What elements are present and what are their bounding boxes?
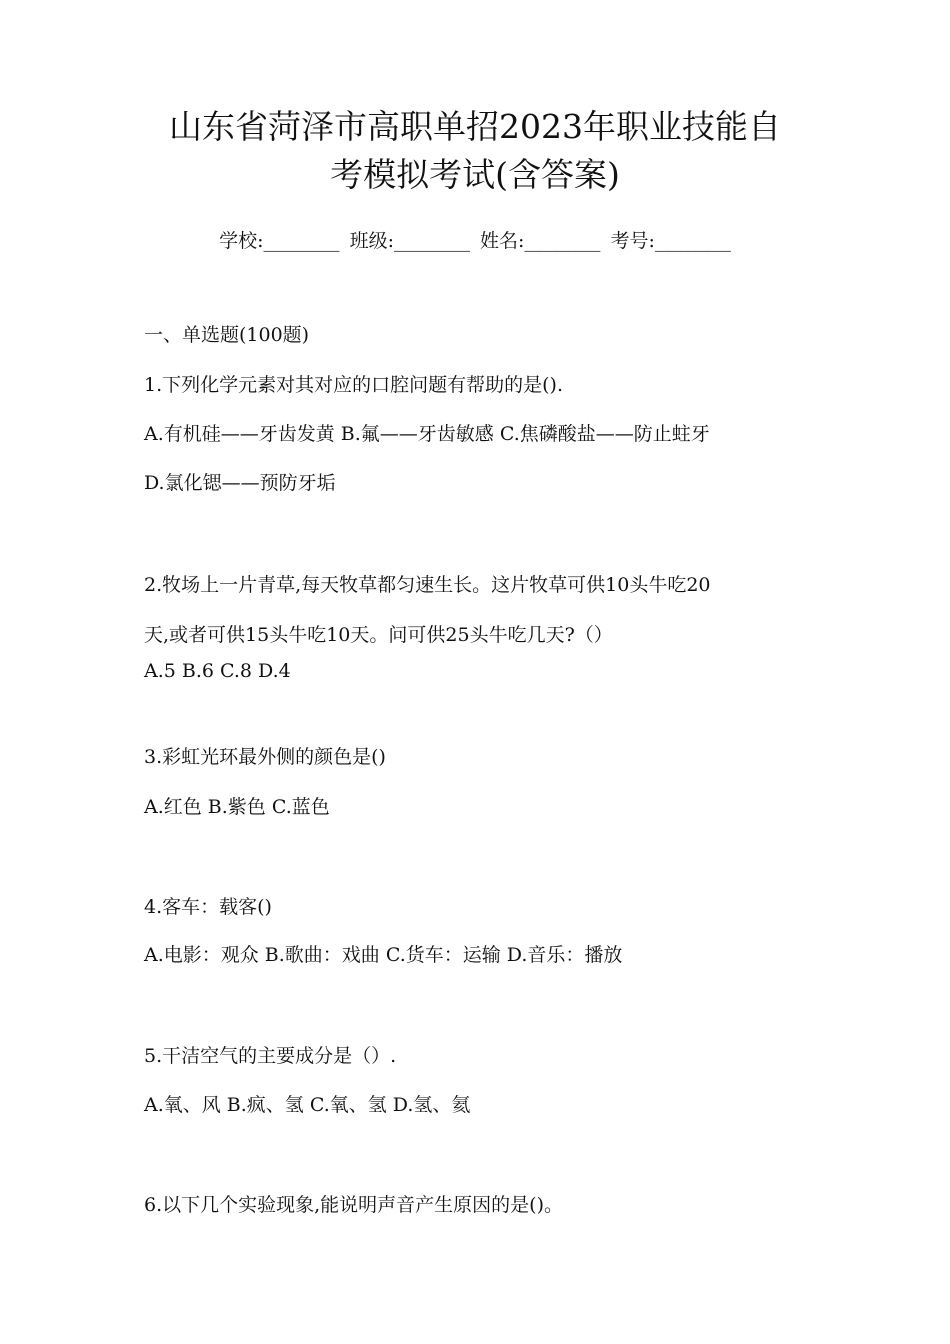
section-heading: 一、单选题(100题) xyxy=(144,324,310,346)
name-field: 姓名:________ xyxy=(480,230,601,252)
document-title-line-2: 考模拟考试(含答案) xyxy=(330,155,620,194)
student-info-row xyxy=(0,226,950,253)
question-1-stem: 1.下列化学元素对其对应的口腔问题有帮助的是(). xyxy=(144,374,563,396)
question-5-stem: 5.干洁空气的主要成分是（）. xyxy=(144,1045,397,1067)
question-4-options: A.电影：观众 B.歌曲：戏曲 C.货车：运输 D.音乐：播放 xyxy=(144,944,623,966)
exam-number-field: 考号:________ xyxy=(610,230,731,252)
document-title-line-1: 山东省菏泽市高职单招2023年职业技能自 xyxy=(169,107,781,146)
school-field: 学校:________ xyxy=(219,230,340,252)
question-2-stem-line-1: 2.牧场上一片青草,每天牧草都匀速生长。这片牧草可供10头牛吃20 xyxy=(144,574,711,596)
class-field: 班级:________ xyxy=(349,230,470,252)
question-6-stem: 6.以下几个实验现象,能说明声音产生原因的是()。 xyxy=(144,1194,563,1216)
question-1-options-line-1: A.有机硅——牙齿发黄 B.氟——牙齿敏感 C.焦磷酸盐——防止蛀牙 xyxy=(144,423,710,445)
question-2-options: A.5 B.6 C.8 D.4 xyxy=(144,660,291,682)
question-2-stem-line-2: 天,或者可供15头牛吃10天。问可供25头牛吃几天?（） xyxy=(144,624,613,646)
question-4-stem: 4.客车：载客() xyxy=(144,896,272,918)
question-3-options: A.红色 B.紫色 C.蓝色 xyxy=(144,796,330,818)
question-5-options: A.氧、风 B.疯、氢 C.氧、氢 D.氢、氦 xyxy=(144,1094,471,1116)
question-3-stem: 3.彩虹光环最外侧的颜色是() xyxy=(144,746,386,768)
question-1-options-line-2: D.氯化锶——预防牙垢 xyxy=(144,472,336,494)
